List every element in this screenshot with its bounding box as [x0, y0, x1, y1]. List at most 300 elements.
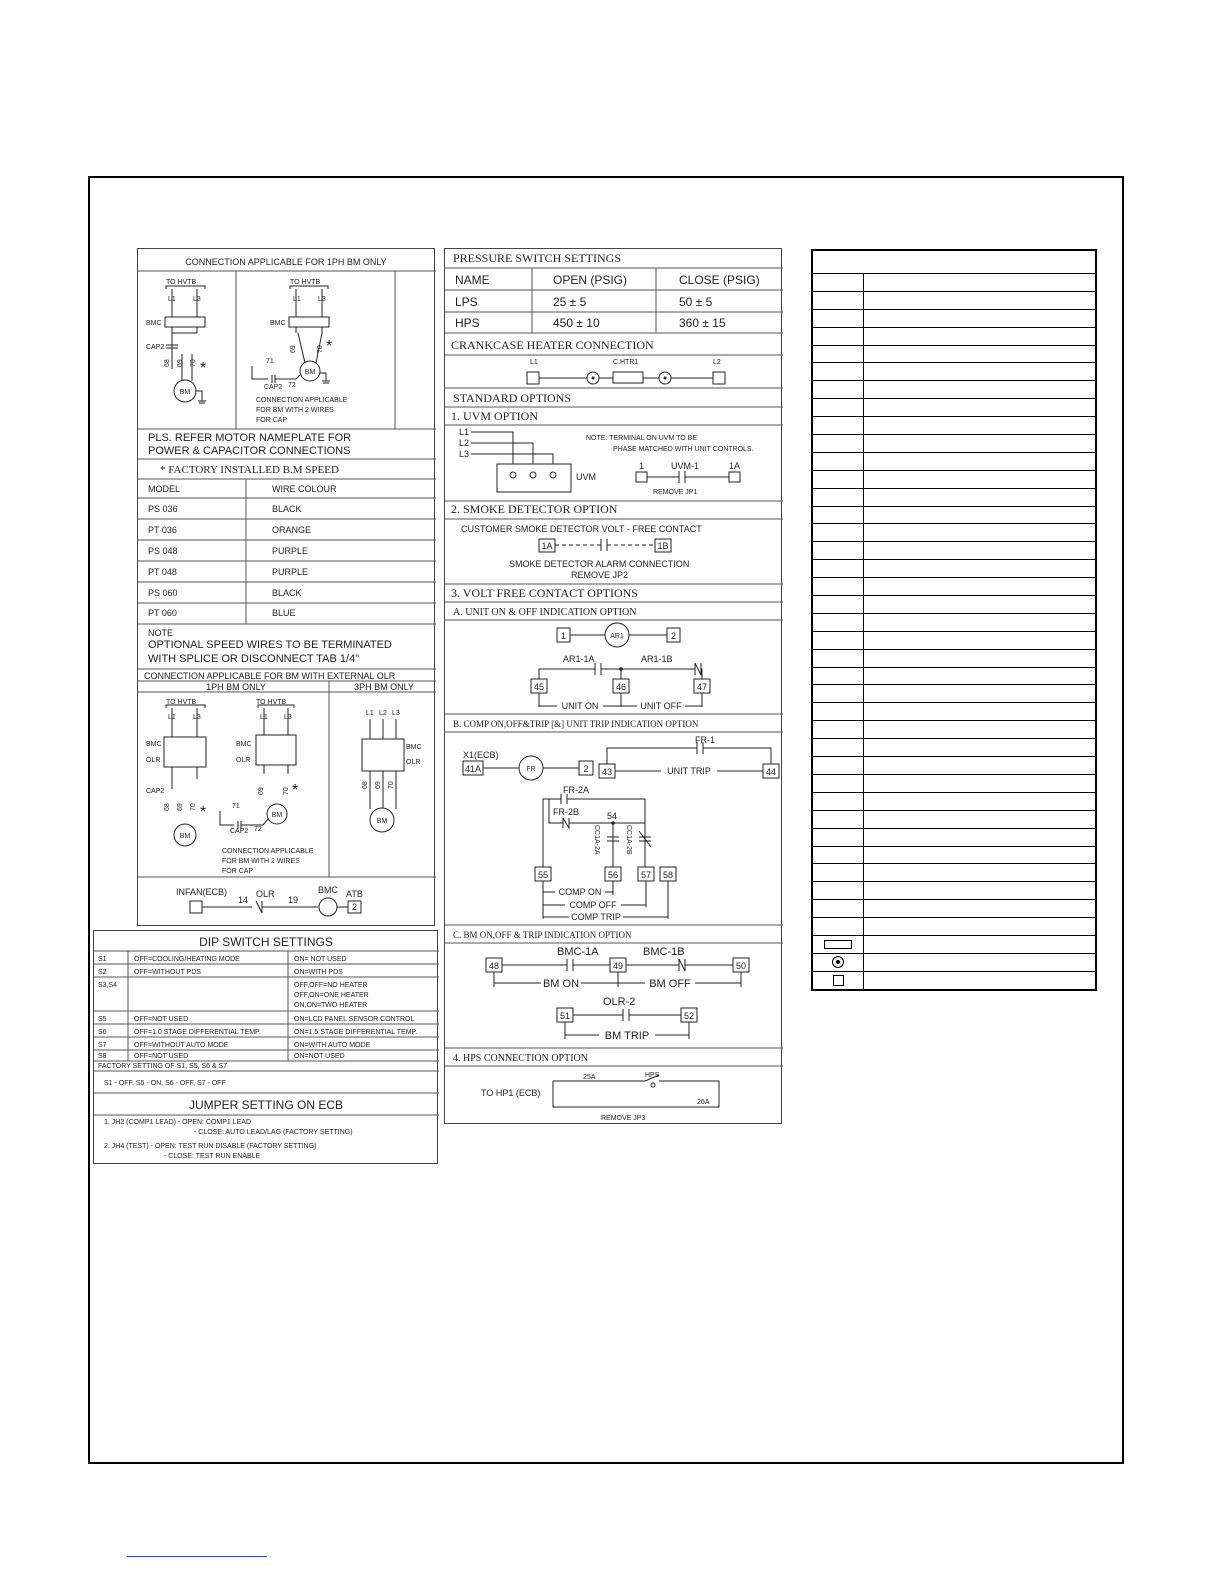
ph1-only-label: 1PH BM ONLY: [206, 682, 266, 692]
uvm-l1: L1: [459, 427, 470, 437]
bmc-label-2: BMC: [270, 320, 286, 327]
wire-68: 68: [164, 359, 171, 367]
wire-70-2: 70: [317, 345, 324, 353]
legend-symbol-cell: [813, 900, 864, 917]
pss-row-name: LPS: [455, 295, 478, 309]
to-hvtb-label-2: TO HVTB: [290, 279, 321, 286]
fr1-label: FR-1: [695, 735, 715, 745]
dip-on-desc: ON=1.5 STAGE DIFFERENTIAL TEMP.: [294, 1029, 418, 1036]
bmc-coil-label: BMC: [318, 885, 338, 895]
two-wire-note-b2: FOR BM WITH 2 WIRES: [222, 858, 300, 865]
legend-description-cell: [864, 346, 1095, 363]
comp-on-label: COMP ON: [558, 887, 602, 897]
bm-connection-panel: [137, 248, 435, 926]
hps-title: 4. HPS CONNECTION OPTION: [453, 1053, 589, 1064]
legend-description-cell: [864, 399, 1095, 416]
smoke-title: 2. SMOKE DETECTOR OPTION: [451, 502, 618, 516]
dip-on-desc: ON= NOT USED: [294, 956, 347, 963]
cc1a-2b-label: CC1A-2B: [625, 825, 632, 855]
legend-row: [813, 274, 1095, 292]
pss-row-name: HPS: [455, 316, 480, 330]
legend-symbol-cell: [813, 847, 864, 864]
cap2-label: CAP2: [146, 344, 165, 351]
legend-description-cell: [864, 954, 1095, 971]
legend-symbol-cell: [813, 918, 864, 935]
dip-switch-id: S8: [98, 1053, 107, 1060]
legend-header: [813, 251, 1095, 274]
cap2-label-2: CAP2: [264, 384, 283, 391]
b-terminal-57: 57: [640, 870, 652, 880]
legend-symbol-cell: [813, 829, 864, 846]
legend-row: [813, 578, 1095, 596]
legend-symbol-cell: [813, 757, 864, 774]
fr2b-label: FR-2B: [553, 807, 580, 817]
dip-title: DIP SWITCH SETTINGS: [199, 935, 333, 949]
remove-jp2: REMOVE JP2: [571, 570, 629, 580]
legend-row: [813, 435, 1095, 453]
wire-19: 19: [288, 895, 299, 905]
pss-row-close: 360 ± 15: [679, 316, 726, 330]
wire-71: 71: [266, 358, 274, 365]
legend-row: [813, 829, 1095, 847]
legend-symbol-cell: [813, 775, 864, 792]
two-wire-note-1: CONNECTION APPLICABLE: [256, 397, 348, 404]
uvm-title: 1. UVM OPTION: [451, 409, 538, 423]
c-terminal-48: 48: [488, 961, 500, 971]
legend-symbol-cell: [813, 668, 864, 685]
ar1-coil: AR1: [610, 633, 624, 640]
legend-symbol-cell: [813, 882, 864, 899]
c-terminal-52: 52: [683, 1011, 695, 1021]
b-terminal-55: 55: [537, 870, 549, 880]
legend-row: [813, 560, 1095, 578]
note-line-1: OPTIONAL SPEED WIRES TO BE TERMINATED: [148, 639, 392, 651]
remove-jp3: REMOVE JP3: [601, 1115, 646, 1122]
wire-72: 72: [288, 382, 296, 389]
refer-note-1: PLS. REFER MOTOR NAMEPLATE FOR: [148, 432, 352, 444]
legend-symbol-cell: [813, 685, 864, 702]
l1-label: L1: [168, 296, 176, 303]
to-hvtb-label-3: TO HVTB: [166, 699, 197, 706]
legend-row: [813, 972, 1095, 990]
chtr1-label: C.HTR1: [613, 359, 639, 366]
c-terminal-51: 51: [559, 1011, 571, 1021]
bmc-1b-label: BMC-1B: [643, 946, 685, 958]
wire-70: 70: [190, 359, 197, 367]
bmc-label-4: BMC: [236, 741, 252, 748]
uvm-note-2: PHASE MATCHED WITH UNIT CONTROLS.: [613, 446, 754, 453]
speed-star-3: *: [200, 804, 207, 821]
ph3-only-label: 3PH BM ONLY: [354, 682, 414, 692]
wire-26a: 26A: [697, 1099, 710, 1106]
factory-speed-title: * FACTORY INSTALLED B.M SPEED: [160, 464, 339, 476]
legend-row: [813, 471, 1095, 489]
legend-description-cell: [864, 310, 1095, 327]
wire-69-3: 69: [177, 803, 184, 811]
terminal-circle-icon: [832, 956, 844, 968]
legend-table: [811, 249, 1097, 991]
legend-description-cell: [864, 417, 1095, 434]
to-hp1-label: TO HP1 (ECB): [481, 1088, 541, 1098]
option-c-title: C. BM ON,OFF & TRIP INDICATION OPTION: [453, 930, 632, 940]
bmc-label-5: BMC: [406, 744, 422, 751]
fr2a-label: FR-2A: [563, 785, 590, 795]
wire-68-5: 68: [362, 781, 369, 789]
unit-trip-label: UNIT TRIP: [667, 766, 711, 776]
legend-description-cell: [864, 453, 1095, 470]
dip-on-desc-multi-1: OFF,OFF=NO HEATER: [294, 982, 368, 989]
cap2-label-4: CAP2: [230, 828, 249, 835]
infan-label: INFAN(ECB): [176, 887, 228, 897]
two-wire-note-b1: CONNECTION APPLICABLE: [222, 848, 314, 855]
speed-row-model: PT 048: [148, 567, 177, 577]
legend-description-cell: [864, 578, 1095, 595]
legend-symbol-cell: [813, 328, 864, 345]
legend-row: [813, 596, 1095, 614]
a-terminal-45: 45: [533, 682, 545, 692]
c-terminal-49: 49: [612, 961, 624, 971]
bmc-label-3: BMC: [146, 741, 162, 748]
jumper-line: 2. JH4 (TEST) - OPEN: TEST RUN DISABLE (FACTORY SETTING): [104, 1143, 317, 1150]
legend-row: [813, 703, 1095, 721]
wire-70-5: 70: [388, 781, 395, 789]
a-terminal-47: 47: [696, 682, 708, 692]
dip-switch-id: S5: [98, 1016, 107, 1023]
legend-description-cell: [864, 614, 1095, 631]
to-hvtb-label-4: TO HVTB: [256, 699, 287, 706]
olr-label-4: OLR: [256, 889, 275, 899]
uvm-contact-label: UVM-1: [671, 461, 700, 471]
note-line-2: WITH SPLICE OR DISCONNECT TAB 1/4": [148, 653, 360, 665]
legend-row: [813, 864, 1095, 882]
legend-description-cell: [864, 685, 1095, 702]
wire-25a: 25A: [583, 1074, 596, 1081]
legend-symbol-cell: [813, 936, 864, 953]
speed-star: *: [200, 360, 207, 377]
legend-row: [813, 524, 1095, 542]
legend-symbol-cell: [813, 274, 864, 291]
atb-label: ATB: [346, 889, 363, 899]
legend-description-cell: [864, 972, 1095, 990]
wire-72-2: 72: [254, 826, 262, 833]
refer-note-2: POWER & CAPACITOR CONNECTIONS: [148, 445, 351, 457]
option-a-title: A. UNIT ON & OFF INDICATION OPTION: [453, 607, 637, 618]
legend-symbol-cell: [813, 381, 864, 398]
l3-label-3: L3: [193, 714, 201, 721]
dip-on-desc: ON=NOT USED: [294, 1053, 345, 1060]
legend-row: [813, 847, 1095, 865]
unit-on-label: UNIT ON: [561, 701, 599, 711]
unit-off-label: UNIT OFF: [640, 701, 682, 711]
pss-header-name: NAME: [455, 273, 490, 287]
legend-row: [813, 793, 1095, 811]
legend-description-cell: [864, 668, 1095, 685]
speed-row-model: PT 036: [148, 525, 177, 535]
legend-description-cell: [864, 721, 1095, 738]
l1-label-5: L1: [366, 710, 374, 717]
olr2-label: OLR-2: [603, 996, 636, 1008]
b-terminal-43: 43: [601, 767, 613, 777]
legend-row: [813, 614, 1095, 632]
factory-setting-label: FACTORY SETTING OF S1, S5, S6 & S7: [98, 1063, 228, 1070]
legend-description-cell: [864, 435, 1095, 452]
uvm-terminal-1: 1: [639, 461, 645, 471]
pss-title: PRESSURE SWITCH SETTINGS: [453, 251, 622, 265]
l1-label-3: L1: [168, 714, 176, 721]
bm-motor-label-3: BM: [179, 833, 191, 840]
bm-motor-label-4: BM: [271, 812, 283, 819]
bm-on-label: BM ON: [542, 978, 580, 990]
smoke-alarm-label: SMOKE DETECTOR ALARM CONNECTION: [509, 559, 690, 569]
bm-trip-label: BM TRIP: [604, 1030, 650, 1042]
legend-row: [813, 685, 1095, 703]
bm-motor-label: BM: [179, 389, 191, 396]
crank-l2: L2: [713, 359, 721, 366]
legend-symbol-cell: [813, 292, 864, 309]
wire-69-5: 69: [375, 781, 382, 789]
two-wire-note-b3: FOR CAP: [222, 868, 254, 875]
legend-description-cell: [864, 864, 1095, 881]
legend-row: [813, 668, 1095, 686]
legend-symbol-cell: [813, 363, 864, 380]
legend-symbol-cell: [813, 524, 864, 541]
uvm-l3: L3: [459, 449, 470, 459]
legend-symbol-cell: [813, 507, 864, 524]
speed-row-colour: BLACK: [272, 588, 302, 598]
legend-symbol-cell: [813, 632, 864, 649]
legend-row: [813, 363, 1095, 381]
dip-off-desc: OFF=1.0 STAGE DIFFERENTIAL TEMP.: [134, 1029, 261, 1036]
rectangle-symbol-icon: [824, 940, 852, 949]
legend-symbol-cell: [813, 578, 864, 595]
comp-trip-label: COMP TRIP: [571, 912, 621, 922]
bm-connection-diagram: [138, 249, 436, 927]
wire-69-2: 69: [290, 345, 297, 353]
pss-row-close: 50 ± 5: [679, 295, 713, 309]
dip-on-desc-multi-3: ON,ON=TWO HEATER: [294, 1002, 368, 1009]
two-wire-note-3: FOR CAP: [256, 417, 288, 424]
a-terminal-46: 46: [615, 682, 627, 692]
legend-symbol-cell: [813, 435, 864, 452]
l2-label-5: L2: [379, 710, 387, 717]
smoke-note: CUSTOMER SMOKE DETECTOR VOLT - FREE CONTACT: [461, 524, 702, 534]
standard-options-title: STANDARD OPTIONS: [453, 391, 572, 405]
cap2-label-3: CAP2: [146, 788, 165, 795]
speed-row-model: PT 060: [148, 608, 177, 618]
legend-symbol-cell: [813, 417, 864, 434]
pss-row-open: 25 ± 5: [553, 295, 587, 309]
jumper-title: JUMPER SETTING ON ECB: [188, 1098, 344, 1112]
crank-l1: L1: [530, 359, 538, 366]
ext-olr-title: CONNECTION APPLICABLE FOR BM WITH EXTERNAL OLR: [144, 671, 396, 681]
legend-row: [813, 936, 1095, 954]
legend-symbol-cell: [813, 471, 864, 488]
a-terminal-2: 2: [670, 631, 677, 641]
legend-symbol-cell: [813, 453, 864, 470]
legend-description-cell: [864, 328, 1095, 345]
hps-switch-label: HPS: [645, 1072, 660, 1079]
l1-label-2: L1: [293, 296, 301, 303]
bmc-1a-label: BMC-1A: [557, 946, 599, 958]
footer-link-underline: [127, 1556, 267, 1557]
speed-star-4: *: [292, 782, 299, 799]
smoke-terminal-1b: 1B: [657, 541, 669, 551]
legend-symbol-cell: [813, 542, 864, 559]
legend-description-cell: [864, 757, 1095, 774]
speed-header-model: MODEL: [148, 484, 181, 494]
legend-row: [813, 775, 1095, 793]
wire-69: 69: [177, 359, 184, 367]
l3-label: L3: [193, 296, 201, 303]
remove-jp1: REMOVE JP1: [653, 489, 698, 496]
to-hvtb-label: TO HVTB: [166, 279, 197, 286]
legend-row: [813, 757, 1095, 775]
bmc-label: BMC: [146, 320, 162, 327]
legend-description-cell: [864, 650, 1095, 667]
legend-description-cell: [864, 703, 1095, 720]
wire-68-3: 68: [164, 803, 171, 811]
speed-row-colour: PURPLE: [272, 567, 309, 577]
factory-setting-value: S1 - OFF, S5 - ON, S6 - OFF, S7 - OFF: [104, 1080, 226, 1087]
legend-row: [813, 721, 1095, 739]
legend-description-cell: [864, 739, 1095, 756]
dip-switch-table: [94, 931, 439, 1165]
legend-row: [813, 310, 1095, 328]
legend-symbol-cell: [813, 703, 864, 720]
legend-description-cell: [864, 918, 1095, 935]
olr-label: OLR: [146, 757, 161, 764]
bm-motor-label-5: BM: [376, 818, 388, 825]
legend-description-cell: [864, 471, 1095, 488]
dip-off-desc: OFF=NOT USED: [134, 1053, 189, 1060]
cc1a-2a-label: CC1A-2A: [593, 825, 600, 855]
bm-off-label: BM OFF: [649, 978, 691, 990]
legend-description-cell: [864, 900, 1095, 917]
legend-row: [813, 900, 1095, 918]
legend-row: [813, 650, 1095, 668]
c-terminal-50: 50: [735, 961, 747, 971]
legend-row: [813, 292, 1095, 310]
dip-switch-id: S2: [98, 969, 107, 976]
legend-row: [813, 811, 1095, 829]
legend-description-cell: [864, 632, 1095, 649]
l1-label-4: L1: [260, 714, 268, 721]
jumper-line: 1. JH2 (COMP1 LEAD) - OPEN: COMP1 LEAD: [104, 1119, 252, 1126]
atb-terminal: 2: [351, 902, 358, 912]
pss-header-open: OPEN (PSIG): [553, 273, 628, 287]
ar1-1a-label: AR1-1A: [563, 654, 595, 664]
dip-off-desc: OFF=COOLING/HEATING MODE: [134, 956, 240, 963]
dip-off-desc: OFF=WITHOUT PDS: [134, 969, 201, 976]
legend-description-cell: [864, 882, 1095, 899]
legend-symbol-cell: [813, 560, 864, 577]
legend-row: [813, 507, 1095, 525]
b-terminal-2: 2: [583, 764, 589, 774]
olr-label-2: OLR: [236, 757, 251, 764]
dip-off-desc: OFF=NOT USED: [134, 1016, 189, 1023]
speed-row-model: PS 060: [148, 588, 178, 598]
legend-row: [813, 399, 1095, 417]
pss-header-close: CLOSE (PSIG): [679, 273, 760, 287]
legend-description-cell: [864, 596, 1095, 613]
legend-symbol-cell: [813, 954, 864, 971]
legend-symbol-cell: [813, 650, 864, 667]
legend-description-cell: [864, 274, 1095, 291]
dip-on-desc: ON=WITH AUTO MODE: [294, 1042, 371, 1049]
legend-row: [813, 381, 1095, 399]
legend-row: [813, 542, 1095, 560]
legend-row: [813, 918, 1095, 936]
legend-symbol-cell: [813, 721, 864, 738]
b-terminal-58: 58: [662, 870, 674, 880]
dip-switch-id: S7: [98, 1042, 107, 1049]
b-terminal-44: 44: [765, 767, 777, 777]
legend-symbol-cell: [813, 310, 864, 327]
legend-description-cell: [864, 793, 1095, 810]
legend-description-cell: [864, 381, 1095, 398]
speed-row-colour: ORANGE: [272, 525, 312, 535]
l3-label-4: L3: [284, 714, 292, 721]
legend-symbol-cell: [813, 614, 864, 631]
legend-description-cell: [864, 829, 1095, 846]
speed-star-2: *: [326, 338, 333, 355]
wire-71-2: 71: [232, 803, 240, 810]
b-terminal-56: 56: [607, 870, 619, 880]
dip-on-desc: ON=WITH PDS: [294, 969, 343, 976]
legend-symbol-cell: [813, 489, 864, 506]
l3-label-2: L3: [318, 296, 326, 303]
wire-14: 14: [238, 895, 249, 905]
legend-row: [813, 489, 1095, 507]
legend-row: [813, 346, 1095, 364]
legend-row: [813, 954, 1095, 972]
crank-title: CRANKCASE HEATER CONNECTION: [451, 338, 654, 352]
wire-69-4: 69: [258, 787, 265, 795]
option-b-title: B. COMP ON,OFF&TRIP [&] UNIT TRIP INDICATION OPTION: [453, 719, 699, 729]
legend-symbol-cell: [813, 346, 864, 363]
legend-description-cell: [864, 542, 1095, 559]
wire-70-3: 70: [190, 803, 197, 811]
legend-description-cell: [864, 811, 1095, 828]
pss-row-open: 450 ± 10: [553, 316, 600, 330]
legend-description-cell: [864, 524, 1095, 541]
jumper-line: - CLOSE: AUTO LEAD/LAG (FACTORY SETTING): [194, 1129, 353, 1136]
olr-label-3: OLR: [406, 759, 421, 766]
legend-description-cell: [864, 847, 1095, 864]
legend-description-cell: [864, 292, 1095, 309]
legend-row: [813, 328, 1095, 346]
uvm-label: UVM: [576, 472, 596, 482]
legend-symbol-cell: [813, 793, 864, 810]
speed-row-model: PS 048: [148, 546, 178, 556]
comp-off-label: COMP OFF: [569, 900, 617, 910]
smoke-terminal-1a: 1A: [541, 541, 553, 551]
speed-row-colour: BLUE: [272, 608, 296, 618]
legend-description-cell: [864, 560, 1095, 577]
dip-switch-id: S1: [98, 956, 107, 963]
dip-switch-id: S6: [98, 1029, 107, 1036]
options-diagram: [445, 249, 783, 1125]
vfc-title: 3. VOLT FREE CONTACT OPTIONS: [451, 586, 638, 600]
a-terminal-1: 1: [560, 631, 567, 641]
legend-description-cell: [864, 489, 1095, 506]
legend-row: [813, 453, 1095, 471]
legend-row: [813, 417, 1095, 435]
dip-on-desc: ON=LCD PANEL SENSOR CONTROL: [294, 1016, 415, 1023]
dip-switch-id: S3,S4: [98, 982, 118, 989]
legend-row: [813, 882, 1095, 900]
jumper-line: - CLOSE: TEST RUN ENABLE: [164, 1153, 261, 1160]
